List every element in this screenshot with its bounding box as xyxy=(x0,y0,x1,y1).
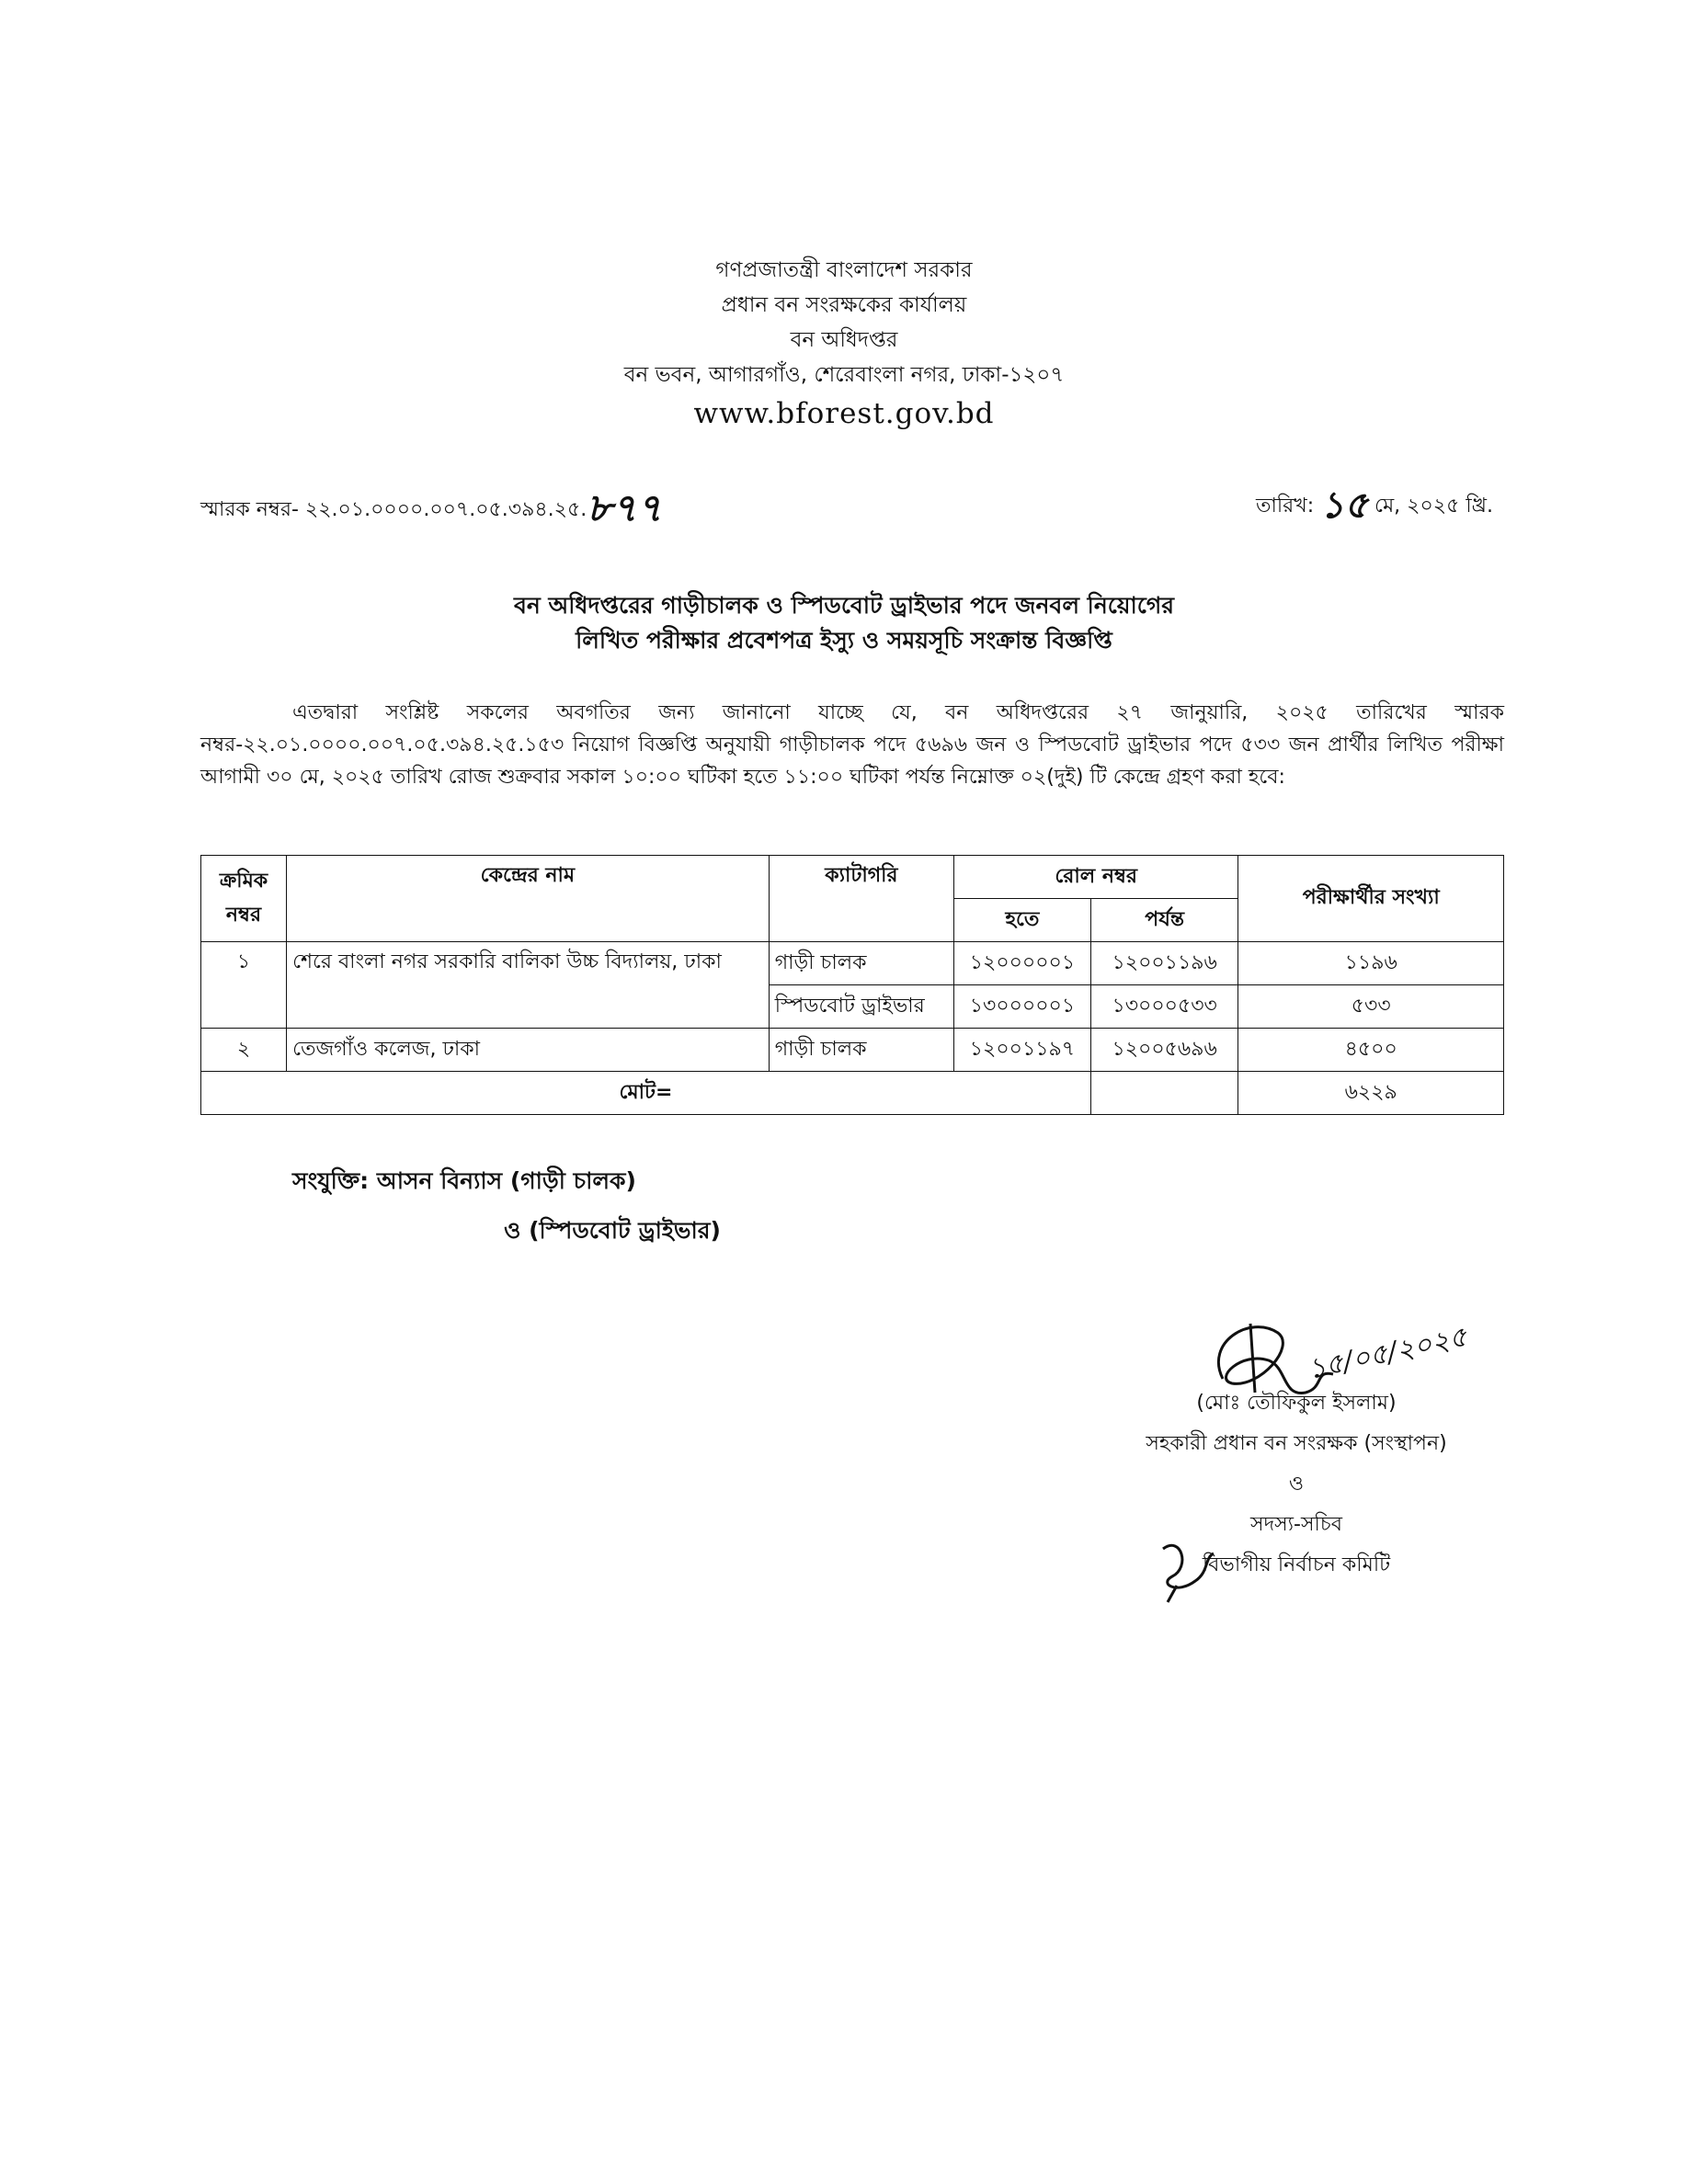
date-rest: মে, ২০২৫ খ্রি. xyxy=(1374,495,1493,518)
signatory-designation: সহকারী প্রধান বন সংরক্ষক (সংস্থাপন) xyxy=(1146,1432,1447,1455)
header-count: পরীক্ষার্থীর সংখ্যা xyxy=(1238,856,1504,942)
header-center: কেন্দ্রের নাম xyxy=(287,856,770,942)
table-header-row xyxy=(201,856,1504,899)
subject-line-1: বন অধিদপ্তরের গাড়ীচালক ও স্পিডবোট ড্রাইভার পদে জনবল নিয়োগের xyxy=(514,592,1174,619)
cell-count: ৫৩৩ xyxy=(1238,985,1504,1029)
cell-roll-to: ১৩০০০৫৩৩ xyxy=(1090,985,1238,1029)
header-serial: ক্রমিক নম্বর xyxy=(201,856,287,942)
memo-handwritten-number: ৮৭৭ xyxy=(587,485,663,530)
notice-subject xyxy=(0,588,1688,658)
signature-block xyxy=(1085,1383,1508,1586)
total-value: ৬২২৯ xyxy=(1238,1072,1504,1115)
header-category: ক্যাটাগরি xyxy=(769,856,953,942)
initials-stroke xyxy=(1163,1545,1214,1602)
header-roll: রোল নম্বর xyxy=(953,856,1237,899)
subject-line-2: লিখিত পরীক্ষার প্রবেশপত্র ইস্যু ও সময়সূচি সংক্রান্ত বিজ্ঞপ্তি xyxy=(576,627,1112,654)
notice-body: এতদ্বারা সংশ্লিষ্ট সকলের অবগতির জন্য জানানো যাচ্ছে যে, বন অধিদপ্তরের ২৭ জানুয়ারি, ২০২৫ তারিখের স্মারক নম্বর-২২.০১.০০০০.০০৭.০৫.৩৯৪.২৫.১৫৩ নিয়োগ বিজ্ঞপ্তি অনুযায়ী গাড়ীচালক পদে ৫৬৯৬ জন ও স্পিডবোট ড্রাইভার পদে ৫৩৩ জন প্রার্থীর লিখিত পরীক্ষা আগামী ৩০ মে, ২০২৫ তারিখ রোজ শুক্রবার সকাল ১০:০০ ঘটিকা হতে ১১:০০ ঘটিকা পর্যন্ত নিম্নোক্ত ০২(দুই) টি কেন্দ্রে গ্রহণ করা হবে: xyxy=(200,701,1504,789)
table-total-row xyxy=(201,1072,1504,1115)
header-roll-to: পর্যন্ত xyxy=(1090,899,1238,942)
website-link[interactable]: www.bforest.gov.bd xyxy=(693,397,995,430)
cell-count: ৪৫০০ xyxy=(1238,1029,1504,1072)
office-address: বন ভবন, আগারগাঁও, শেরেবাংলা নগর, ঢাকা-১২০৭ xyxy=(623,363,1065,387)
cell-roll-to: ১২০০১১৯৬ xyxy=(1090,942,1238,985)
cell-category: গাড়ী চালক xyxy=(769,1029,953,1072)
total-label: মোট= xyxy=(201,1072,1091,1115)
total-empty-cell xyxy=(1090,1072,1238,1115)
header-roll-from: হতে xyxy=(953,899,1090,942)
cell-roll-from: ১৩০০০০০১ xyxy=(953,985,1090,1029)
cell-category: স্পিডবোট ড্রাইভার xyxy=(769,985,953,1029)
attachment-line-1: সংযুক্তি: আসন বিন্যাস (গাড়ী চালক) xyxy=(292,1167,636,1194)
cell-center: তেজগাঁও কলেজ, ঢাকা xyxy=(287,1029,770,1072)
department-name: বন অধিদপ্তর xyxy=(790,328,898,352)
date-handwritten-day: ১৫ xyxy=(1320,483,1369,527)
date-label: তারিখ: xyxy=(1255,495,1321,518)
cell-roll-to: ১২০০৫৬৯৬ xyxy=(1090,1029,1238,1072)
cell-serial: ১ xyxy=(201,942,287,1029)
office-name: প্রধান বন সংরক্ষকের কার্যালয় xyxy=(721,293,967,317)
attachment-note xyxy=(292,1156,721,1256)
table-row xyxy=(201,1029,1504,1072)
signatory-name: (মোঃ তৌফিকুল ইসলাম) xyxy=(1196,1392,1397,1415)
initials-mark xyxy=(1154,1530,1218,1604)
memo-prefix: স্মারক নম্বর- ২২.০১.০০০০.০০৭.০৫.৩৯৪.২৫. xyxy=(200,498,587,521)
table-row xyxy=(201,942,1504,985)
cell-roll-from: ১২০০০০০১ xyxy=(953,942,1090,985)
notice-date xyxy=(1256,476,1493,538)
govt-name: গণপ্রজাতন্ত্রী বাংলাদেশ সরকার xyxy=(715,258,973,282)
cell-category: গাড়ী চালক xyxy=(769,942,953,985)
cell-center: শেরে বাংলা নগর সরকারি বালিকা উচ্চ বিদ্যালয়, ঢাকা xyxy=(287,942,770,1029)
signatory-committee: বিভাগীয় নির্বাচন কমিটি xyxy=(1202,1553,1391,1576)
signature-date: ১৫/০৫/২০২৫ xyxy=(1305,1320,1470,1386)
cell-roll-from: ১২০০১১৯৭ xyxy=(953,1029,1090,1072)
letterhead xyxy=(0,253,1688,435)
memo-number xyxy=(200,478,662,543)
cell-count: ১১৯৬ xyxy=(1238,942,1504,985)
cell-serial: ২ xyxy=(201,1029,287,1072)
exam-centers-table xyxy=(200,855,1504,1115)
signatory-role: সদস্য-সচিব xyxy=(1250,1513,1342,1536)
signatory-conj: ও xyxy=(1288,1473,1305,1496)
attachment-line-2: ও (স্পিডবোট ড্রাইভার) xyxy=(504,1217,721,1244)
